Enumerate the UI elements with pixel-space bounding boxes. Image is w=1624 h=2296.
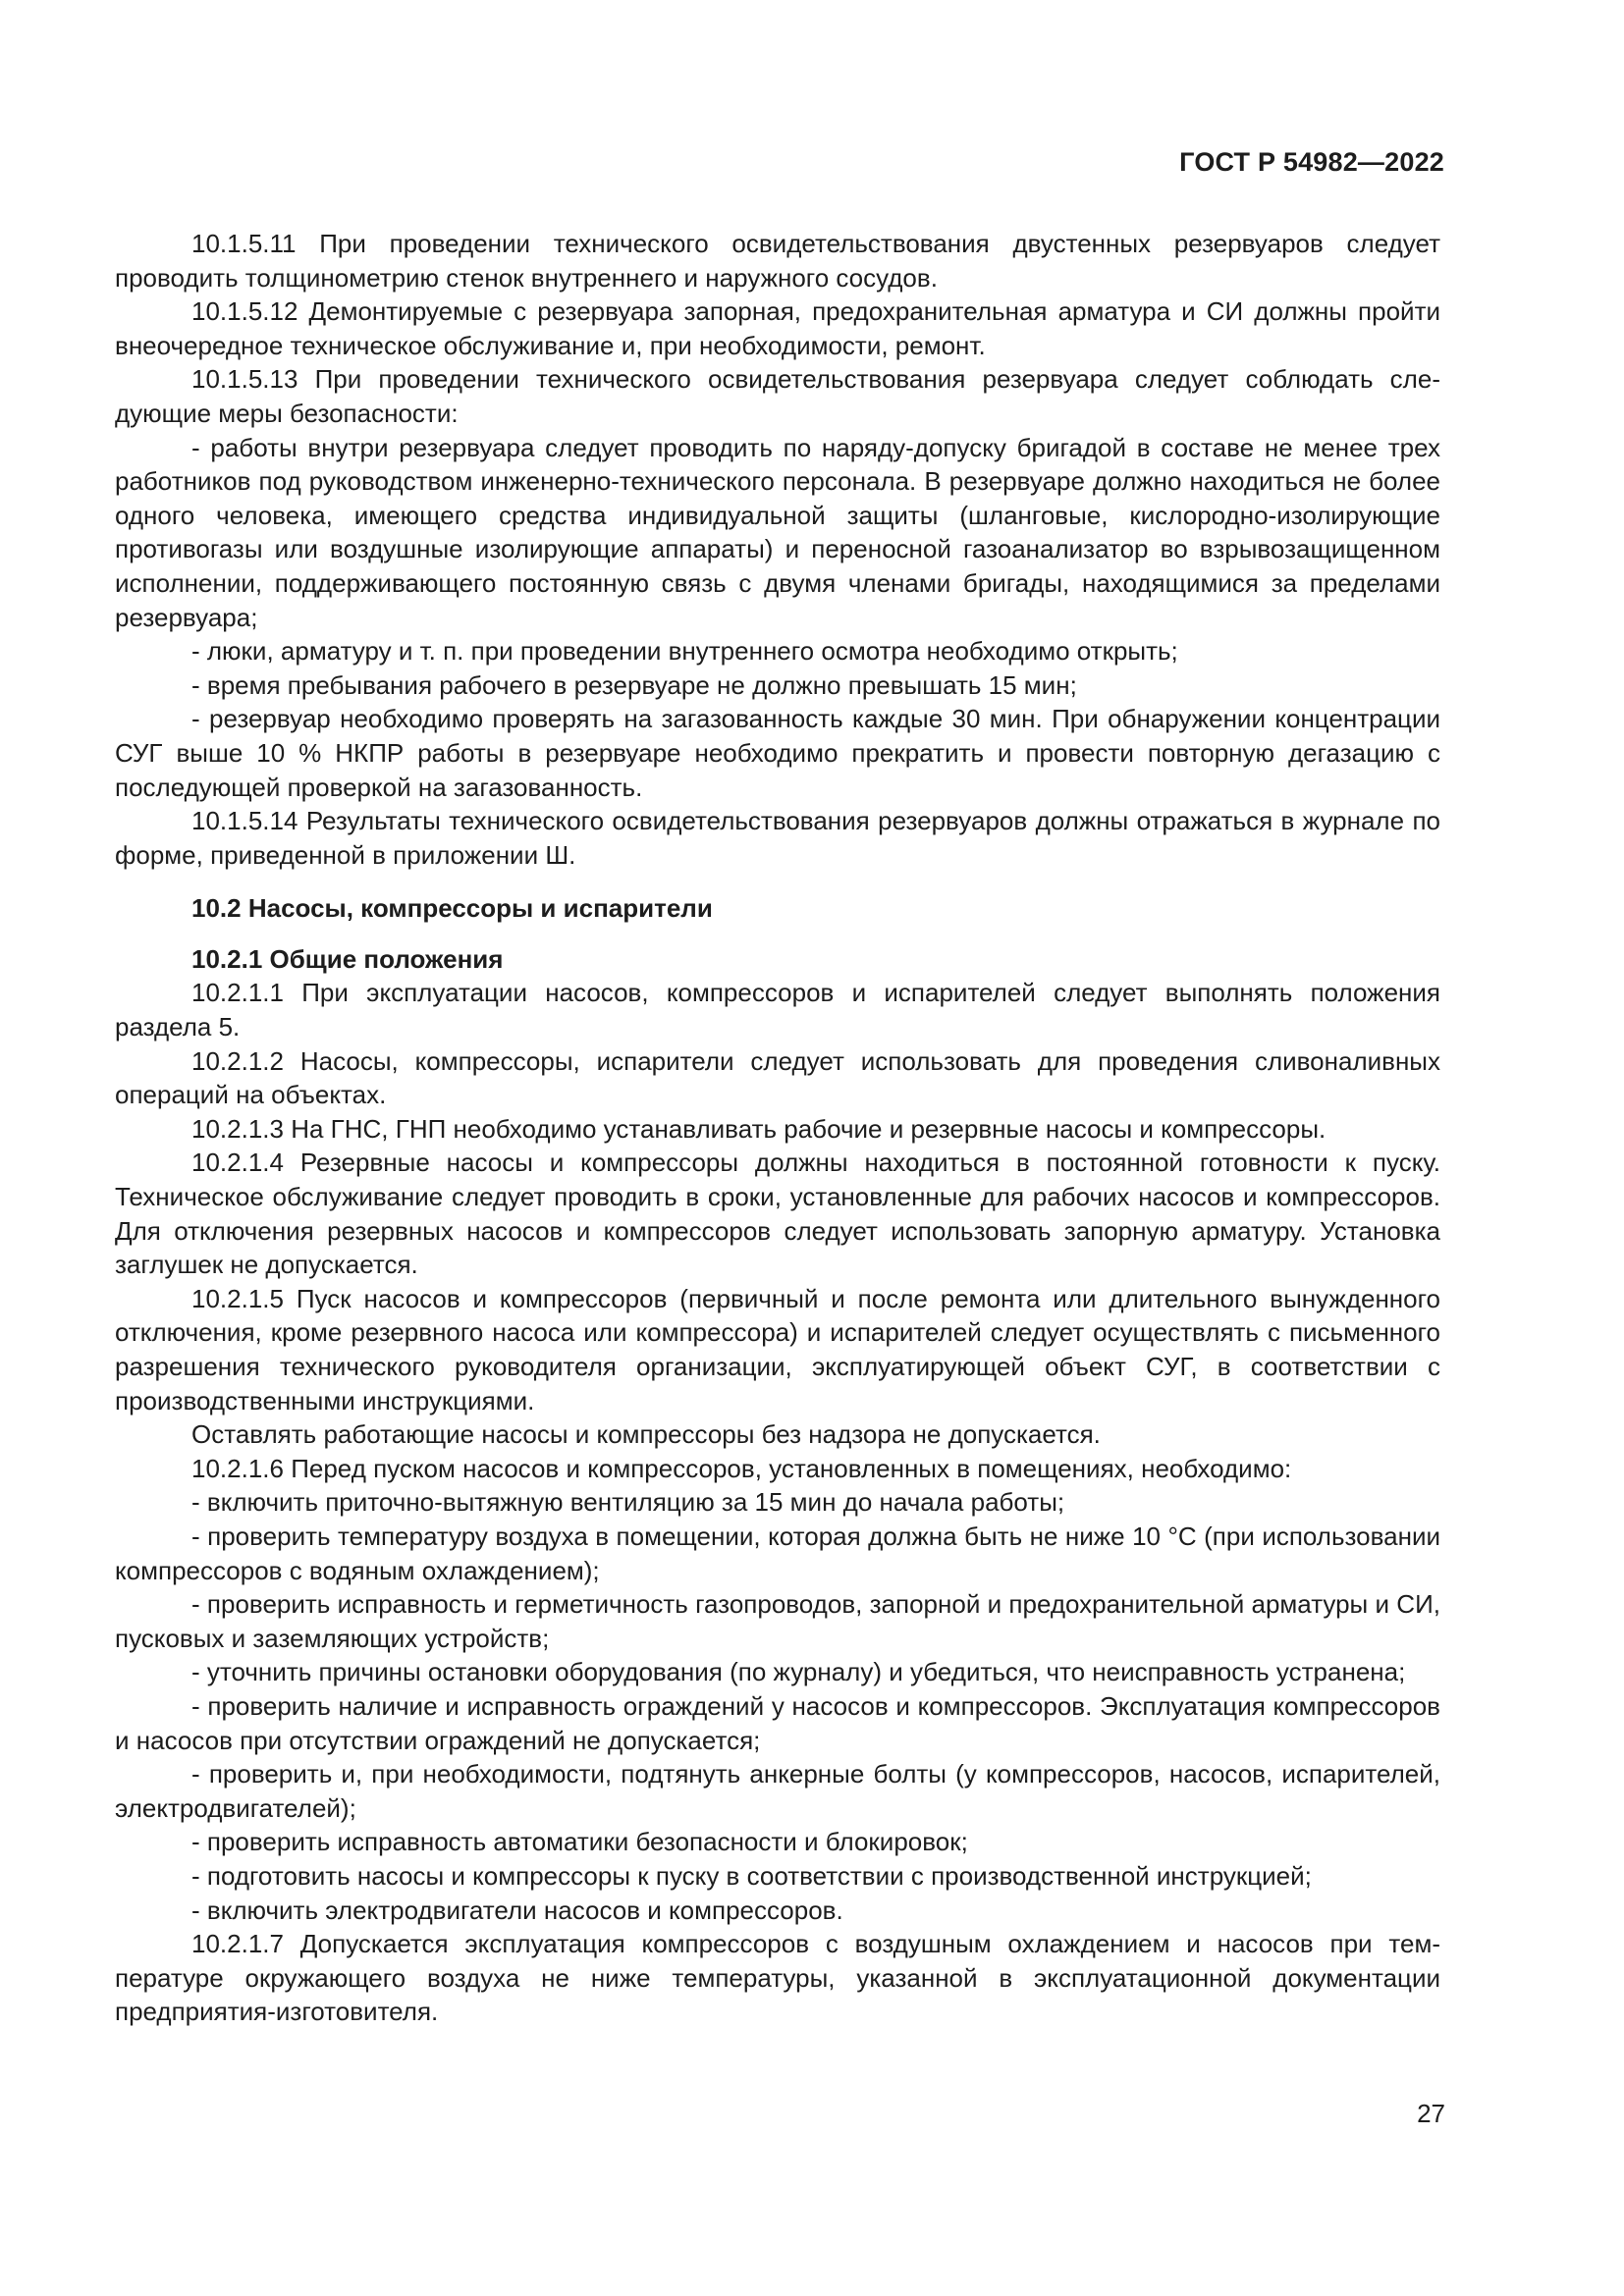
paragraph-10-1-5-14: 10.1.5.14 Результаты технического освидетельствования резервуаров должны отражаться в журнале по форме, приведенной в приложении Ш. (115, 806, 1440, 870)
paragraph-supervision-note: Оставлять работающие насосы и компрессоры без надзора не допускается. (191, 1419, 1101, 1450)
paragraph-10-2-1-7: 10.2.1.7 Допускается эксплуатация компрессоров с воздушным охлаждением и насосов при температуре окружающего воздуха не ниже температуры, указанной в эксплуатационной документации предприятия-изготовителя. (115, 1929, 1440, 2027)
list-item: - люки, арматуру и т. п. при проведении внутреннего осмотра необходимо открыть; (191, 636, 1178, 667)
list-item: - подготовить насосы и компрессоры к пуску в соответствии с производственной инструкцией; (191, 1860, 1312, 1891)
paragraph-10-2-1-2: 10.2.1.2 Насосы, компрессоры, испарители следует использовать для проведения сливоналивных операций на объектах. (115, 1045, 1440, 1110)
list-item: - резервуар необходимо проверять на загазованность каждые 30 мин. При обнаружении концентрации СУГ выше 10 % НКПР работы в резервуаре необходимо прекратить и провести повторную дегазацию с последующей проверкой на загазованность. (115, 704, 1440, 802)
list-item: - проверить и, при необходимости, подтянуть анкерные болты (у компрессоров, насосов, испарителей, электродвигателей); (115, 1759, 1440, 1823)
list-item: - уточнить причины остановки оборудования (по журналу) и убедиться, что неисправность устранена; (191, 1657, 1406, 1687)
paragraph-10-2-1-1: 10.2.1.1 При эксплуатации насосов, компрессоров и испарителей следует выполнять положения раздела 5. (115, 978, 1440, 1042)
paragraph-10-2-1-6: 10.2.1.6 Перед пуском насосов и компрессоров, установленных в помещениях, необходимо: (191, 1453, 1292, 1483)
list-item: - включить приточно-вытяжную вентиляцию за 15 мин до начала работы; (191, 1487, 1065, 1518)
list-item: - включить электродвигатели насосов и компрессоров. (191, 1895, 843, 1925)
list-item: - проверить температуру воздуха в помещении, которая должна быть не ниже 10 °С (при использовании компрессоров с водяным охлаждением); (115, 1521, 1440, 1585)
document-header-standard: ГОСТ Р 54982—2022 (1179, 147, 1444, 177)
paragraph-10-1-5-11: 10.1.5.11 При проведении технического освидетельствования двустенных резервуаров следует проводить толщинометрию стенок внутреннего и наружного сосудов. (115, 229, 1440, 293)
list-item: - работы внутри резервуара следует проводить по наряду-допуску бригадой в составе не менее трех работников под руководством инженерно-технического персонала. В резервуаре должно находиться не более одного человека, имеющего средства индивидуальной защиты (шланговые, кислородно-изолирующие противогазы или воздушные изолирующие аппараты) и переносной газоанализатор во взрывозащищенном исполнении, поддерживающего постоянную связь с двумя членами бригады, находящимися за пределами резервуара; (115, 432, 1440, 632)
page-number: 27 (1417, 2099, 1445, 2128)
list-item: - проверить исправность автоматики безопасности и блокировок; (191, 1827, 968, 1857)
list-item: - время пребывания рабочего в резервуаре не должно превышать 15 мин; (191, 669, 1077, 700)
section-heading-10-2: 10.2 Насосы, компрессоры и испарители (191, 893, 713, 924)
list-item: - проверить наличие и исправность ограждений у насосов и компрессоров. Эксплуатация компрессоров и насосов при отсутствии ограждений не допускается; (115, 1690, 1440, 1755)
subsection-heading-10-2-1: 10.2.1 Общие положения (191, 943, 504, 974)
paragraph-10-1-5-13: 10.1.5.13 При проведении технического освидетельствования резервуара следует соблюдать следующие меры безопасности: (115, 364, 1440, 428)
paragraph-10-2-1-4: 10.2.1.4 Резервные насосы и компрессоры должны находиться в постоянной готовности к пуску. Техническое обслуживание следует проводить в сроки, установленные для рабочих насосов и компрессоров. Для отключения резервных насосов и компрессоров следует использовать запорную арматуру. Установка заглушек не допускается. (115, 1148, 1440, 1280)
paragraph-10-2-1-3: 10.2.1.3 На ГНС, ГНП необходимо устанавливать рабочие и резервные насосы и компрессоры. (191, 1113, 1326, 1144)
paragraph-10-1-5-12: 10.1.5.12 Демонтируемые с резервуара запорная, предохранительная арматура и СИ должны пройти внеочередное техническое обслуживание и, при необходимости, ремонт. (115, 296, 1440, 360)
list-item: - проверить исправность и герметичность газопроводов, запорной и предохранительной арматуры и СИ, пусковых и заземляющих устройств; (115, 1589, 1440, 1653)
paragraph-10-2-1-5: 10.2.1.5 Пуск насосов и компрессоров (первичный и после ремонта или длительного вынужденного отключения, кроме резервного насоса или компрессора) и испарителей следует осуществлять с письменного разрешения технического руководителя организации, эксплуатирующей объект СУГ, в соответствии с производственными инструкциями. (115, 1283, 1440, 1415)
document-body (115, 227, 1440, 2029)
